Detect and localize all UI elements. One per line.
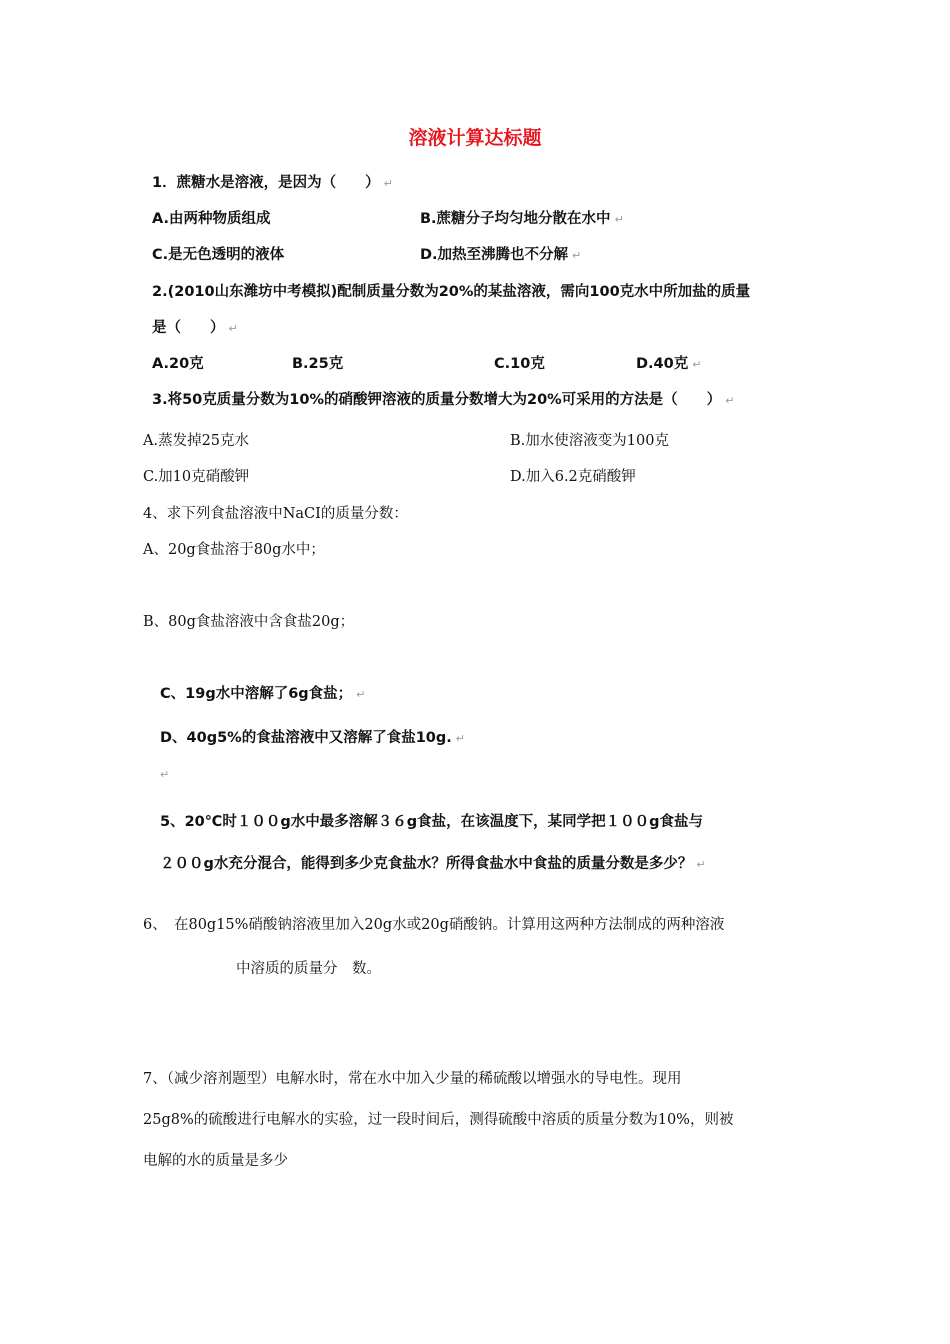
q1-option-d	[420, 243, 581, 264]
q5-line1: 5、20℃时１００g水中最多溶解３６g食盐，在该温度下，某同学把１００g食盐与	[160, 814, 703, 830]
q4-part-a: A、20g食盐溶于80g水中；	[143, 542, 325, 558]
q2-option-a: A.20克	[152, 356, 204, 372]
paragraph-mark: ↵	[356, 688, 366, 701]
q4-part-d	[160, 726, 465, 747]
q1-option-c: C.是无色透明的液体	[152, 247, 285, 263]
q7-line3: 电解的水的质量是多少	[143, 1153, 288, 1169]
empty-paragraph	[160, 766, 169, 782]
paragraph-mark: ↵	[228, 322, 238, 335]
q3-option-b: B.加水使溶液变为100克	[510, 433, 669, 449]
q1-option-b-text: B.蔗糖分子均匀地分散在水中	[420, 211, 611, 227]
q4-part-b: B、80g食盐溶液中含食盐20g；	[143, 614, 355, 630]
q4-stem: 4、求下列食盐溶液中NaCI的质量分数：	[143, 506, 408, 522]
paragraph-mark: ↵	[383, 177, 393, 190]
q2-option-c: C.10克	[494, 356, 545, 372]
q1-option-a: A.由两种物质组成	[152, 211, 271, 227]
q1-stem-text: 1．蔗糖水是溶液，是因为（ ）	[152, 175, 380, 191]
q1-stem	[152, 171, 393, 192]
q5-line2	[160, 852, 706, 873]
paragraph-mark: ↵	[614, 213, 624, 226]
q7-line2: 25g8%的硫酸进行电解水的实验，过一段时间后，测得硫酸中溶质的质量分数为10%，则被	[143, 1112, 734, 1128]
q2-option-b: B.25克	[292, 356, 344, 372]
q2-stem-line2	[152, 316, 238, 337]
q5-line2-text: ２００g水充分混合，能得到多少克食盐水？所得食盐水中食盐的质量分数是多少？	[160, 856, 693, 872]
q2-stem-line1: 2.(2010山东潍坊中考模拟)配制质量分数为20%的某盐溶液，需向100克水中所加盐的质量	[152, 284, 751, 300]
paragraph-mark: ↵	[725, 394, 735, 407]
paragraph-mark: ↵	[696, 858, 706, 871]
q4-part-d-text: D、40g5%的食盐溶液中又溶解了食盐10g.	[160, 730, 452, 746]
q1-option-d-text: D.加热至沸腾也不分解	[420, 247, 569, 263]
paragraph-mark: ↵	[572, 249, 582, 262]
q3-stem-text: 3.将50克质量分数为10%的硝酸钾溶液的质量分数增大为20%可采用的方法是（ ）	[152, 392, 722, 408]
paragraph-mark: ↵	[692, 358, 702, 371]
paragraph-mark: ↵	[160, 768, 170, 781]
document-title: 溶液计算达标题	[408, 127, 542, 149]
q6-line2: 中溶质的质量分 数。	[236, 961, 381, 977]
q1-option-b	[420, 207, 624, 228]
q2-option-d-text: D.40克	[636, 356, 689, 372]
paragraph-mark: ↵	[455, 732, 465, 745]
q2-option-d	[636, 352, 701, 373]
q6-line1: 6、 在80g15%硝酸钠溶液里加入20g水或20g硝酸钠。计算用这两种方法制成的两种溶液	[143, 917, 725, 933]
q2-stem-line2-text: 是（ ）	[152, 320, 225, 336]
q4-part-c	[160, 682, 365, 703]
q3-stem	[152, 388, 734, 409]
q3-option-d: D.加入6.2克硝酸钾	[510, 469, 636, 485]
q3-option-a: A.蒸发掉25克水	[143, 433, 250, 449]
q4-part-c-text: C、19g水中溶解了6g食盐；	[160, 686, 353, 702]
q7-line1: 7、（减少溶剂题型）电解水时，常在水中加入少量的稀硫酸以增强水的导电性。现用	[143, 1071, 682, 1087]
q3-option-c: C.加10克硝酸钾	[143, 469, 250, 485]
